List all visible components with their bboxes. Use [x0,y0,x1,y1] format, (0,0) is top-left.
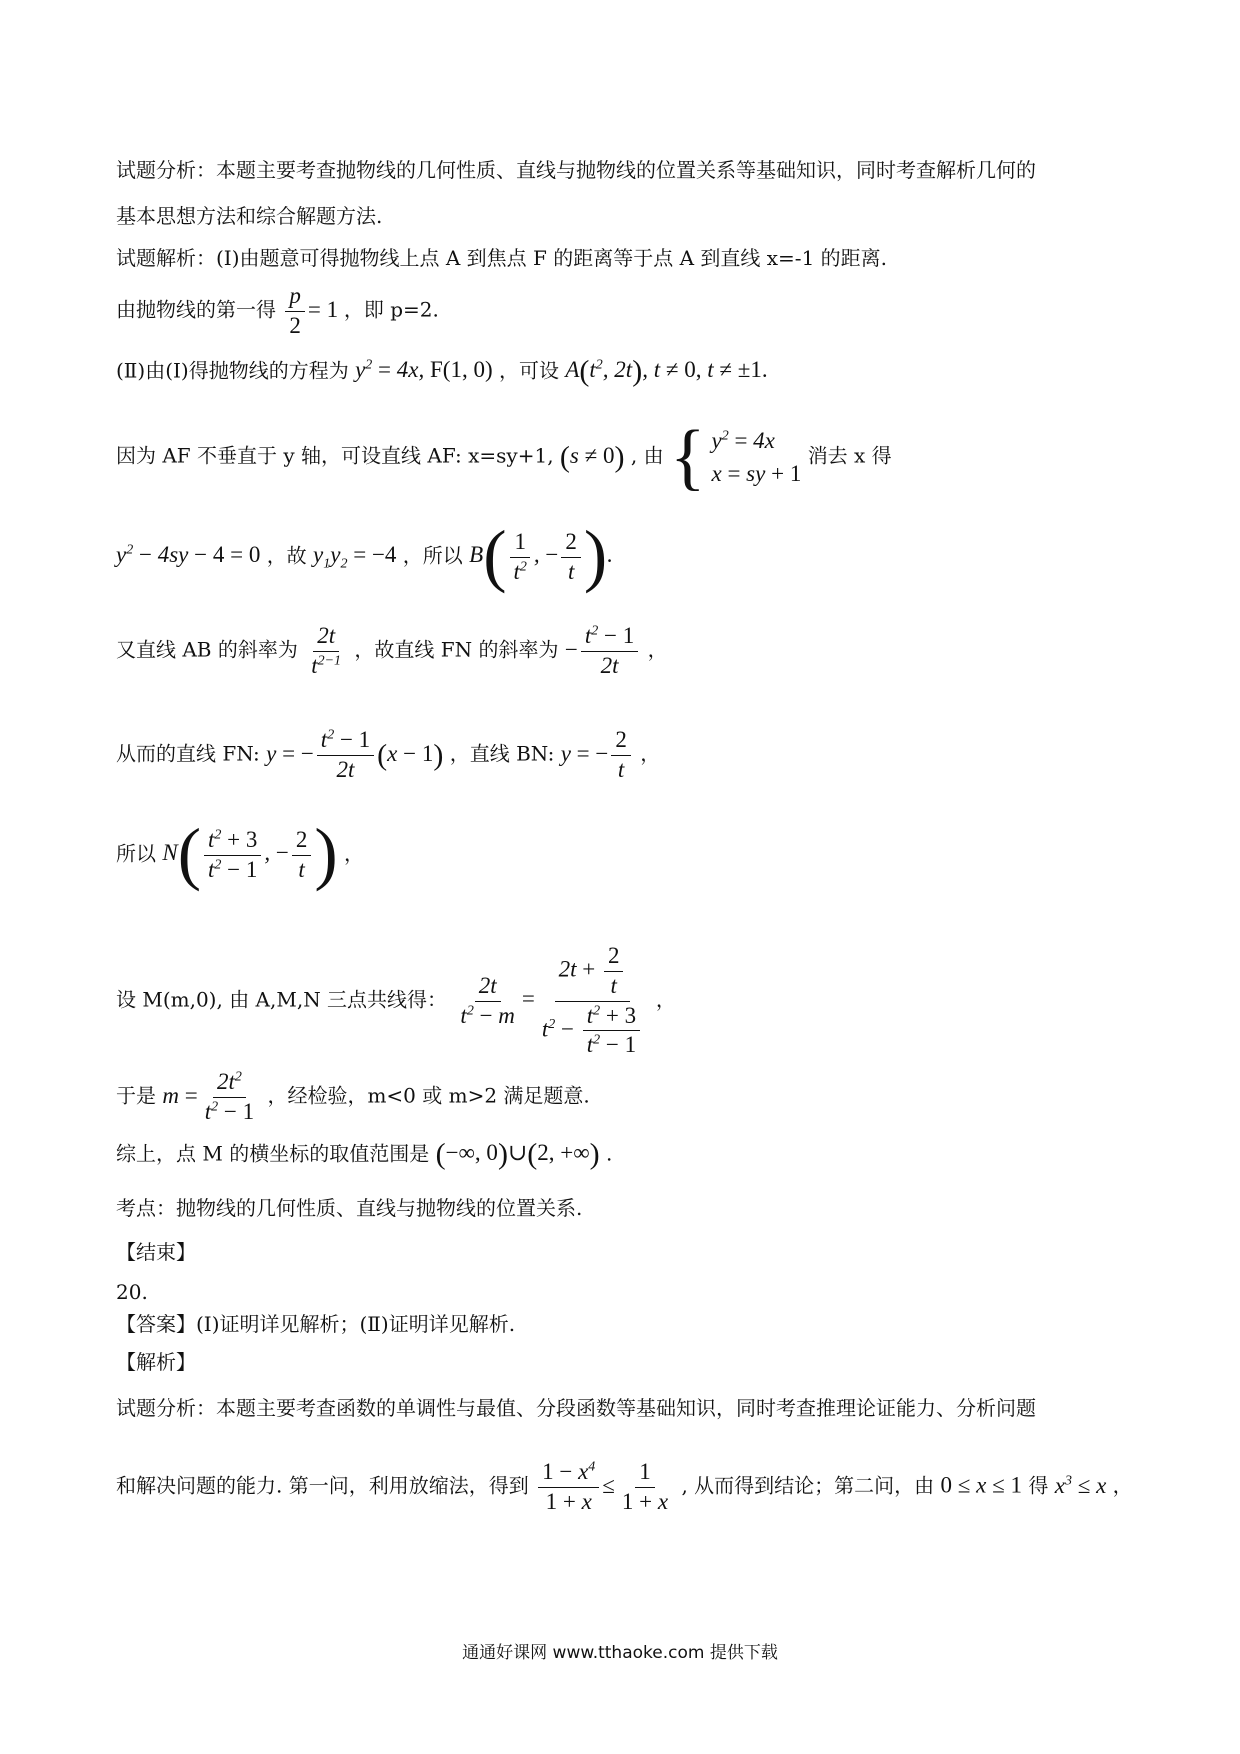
math-m-formula: m = $\frac{2t^2}{t^2 - 1}$ [162,1069,255,1124]
slope-line: 又直线 AB 的斜率为 $\frac{2t}{t^{2-1}}$ ，故直线 FN 的斜率为 − $\frac{t^2 - 1}{2t}$ ， [116,623,668,678]
math-s-nonzero: (s ≠ 0) [559,440,625,474]
analysis-paragraph-line2: 基本思想方法和综合解题方法. [116,204,383,228]
math-slope-ab: $\frac{2t}{t^{2-1}}$ [311,623,342,678]
math-inequality1: $\frac{1 - x^4}{1 + x}$ ≤ $\frac{1}{1 + x}$ [535,1473,675,1498]
math-quadratic: $y^2 - 4sy - 4 = 0$ [116,542,261,568]
math-y1y2: $y_1y_2 = -4$ [313,542,397,572]
math-point-n: N( $\frac{t^2 + 3}{t^2 - 1}$ , − $\frac{2}{t}$ ) [162,816,338,893]
analysis-paragraph-line1: 试题分析：本题主要考查抛物线的几何性质、直线与抛物线的位置关系等基础知识，同时考查解析几何的 [116,158,1036,182]
analysis-q20-line1: 试题分析：本题主要考查函数的单调性与最值、分段函数等基础知识，同时考查推理论证能力、分析问题 [116,1396,1036,1420]
m-value-line: 于是 m = $\frac{2t^2}{t^2 - 1}$ ，经检验，m<0 或 m>2 满足题意. [116,1069,590,1124]
solution-part1-line: 试题解析：(Ⅰ)由题意可得抛物线上点 A 到焦点 F 的距离等于点 A 到直线 x=-1 的距离. [116,246,888,270]
math-parabola-eq: $y^2 = 4x$, F(1, 0) [355,357,493,383]
math-system: { $y^2 = 4x$ x = sy + 1 [669,416,802,498]
p-value-line: 由抛物线的第一得 $\frac{p}{2}$ = 1 ，即 p=2. [116,283,439,338]
math-p-over-2: $\frac{p}{2}$ = 1 [282,297,343,322]
parabola-equation-line: (Ⅱ)由(Ⅰ)得抛物线的方程为 $y^2 = 4x$, F(1, 0) ，可设 $A(t^2$, 2t), t ≠ 0, t ≠ ±1. [116,355,768,388]
question-number: 20. [116,1280,148,1304]
key-point-line: 考点：抛物线的几何性质、直线与抛物线的位置关系. [116,1196,583,1220]
math-interval: 0 ≤ x ≤ 1 [940,1472,1023,1498]
math-range: (−∞, 0)∪(2, +∞) [435,1138,600,1171]
quadratic-line: $y^2 - 4sy - 4 = 0$ ，故 $y_1y_2 = -4$ ，所以 B( $\frac{1}{t^2}$ , − $\frac{2}{t}$ ). [116,518,613,595]
collinear-line: 设 M(m,0), 由 A,M,N 三点共线得： $\frac{2t}{t^2 - m}$ = 2t + $\frac{2}{t}$ $t^2$ − $\frac{t^2 + 3}{t^2 - 1}$ ， [116,943,676,1058]
analysis-heading: 【解析】 [116,1350,196,1374]
math-slope-fn: − $\frac{t^2 - 1}{2t}$ [565,637,641,662]
page-footer: 通通好课网 www.tthaoke.com 提供下载 [462,1643,778,1663]
end-marker: 【结束】 [116,1240,196,1264]
point-n-line: 所以 N( $\frac{t^2 + 3}{t^2 - 1}$ , − $\frac{2}{t}$ ) ， [116,816,365,893]
analysis-q20-line2: 和解决问题的能力. 第一问，利用放缩法，得到 $\frac{1 - x^4}{1 + x}$ ≤ $\frac{1}{1 + x}$ , 从而得到结论；第二问，由 0 ≤ x ≤ 1 得 $x^3 \le x$ ， [116,1459,1133,1514]
line-af-line: 因为 AF 不垂直于 y 轴，可设直线 AF: x=sy+1, (s ≠ 0) , 由 { $y^2 = 4x$ x = sy + 1 消去 x 得 [116,416,892,498]
range-line: 综上，点 M 的横坐标的取值范围是 (−∞, 0)∪(2, +∞) . [116,1138,613,1171]
math-inequality2: $x^3 \le x$ [1054,1472,1107,1498]
math-collinear: $\frac{2t}{t^2 - m}$ = 2t + $\frac{2}{t}$ $t^2$ − $\frac{t^2 + 3}{t^2 - 1}$ [453,986,655,1011]
math-point-b: B( $\frac{1}{t^2}$ , − $\frac{2}{t}$ ). [469,518,613,595]
math-line-bn: y = − $\frac{2}{t}$ [561,741,634,766]
math-point-a: $A(t^2$, 2t), t ≠ 0, t ≠ ±1. [565,355,768,388]
math-line-fn: y = − $\frac{t^2 - 1}{2t}$ (x − 1) [266,727,444,782]
line-fn-bn-line: 从而的直线 FN: y = − $\frac{t^2 - 1}{2t}$ (x − 1) ，直线 BN: y = − $\frac{2}{t}$ ， [116,727,661,782]
answer-line: 【答案】(Ⅰ)证明详见解析；(Ⅱ)证明详见解析. [116,1312,516,1336]
